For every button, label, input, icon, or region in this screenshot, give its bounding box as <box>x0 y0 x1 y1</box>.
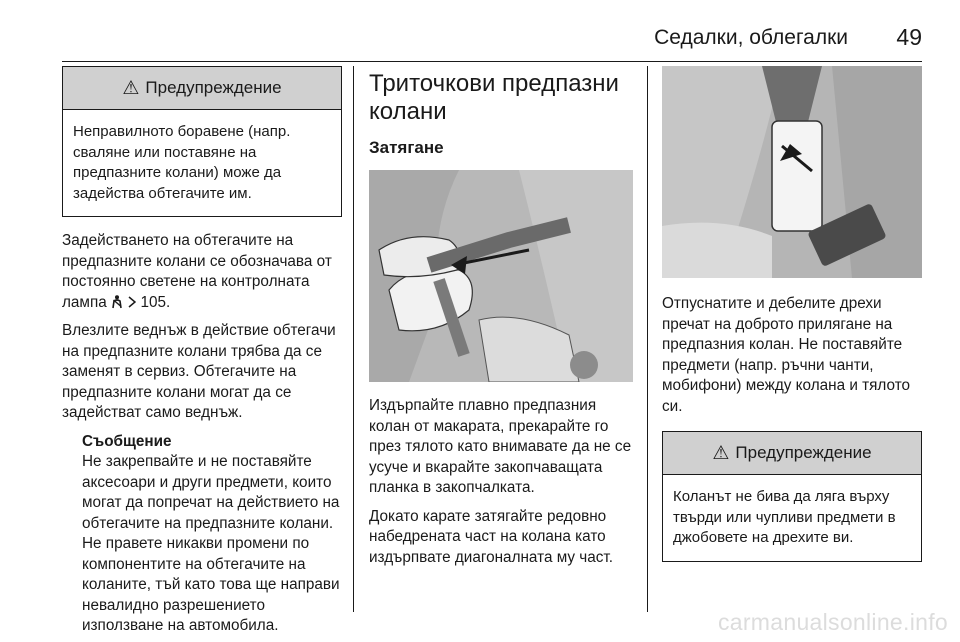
note-title: Съобщение <box>82 432 172 450</box>
page-reference: 105. <box>140 293 171 311</box>
chapter-title: Седалки, облегалки <box>654 26 848 49</box>
warning-header <box>663 432 921 475</box>
paragraph-text: Задействането на обтегачите на предпазните колани се обозначава от постоянно светене на контролната лампа <box>62 232 332 311</box>
subsection-title: Затягане <box>369 138 444 157</box>
paragraph: Отпуснатите и дебелите дрехи пречат на доброто прилягане на предпазния колан. Не поставяйте предмети (напр. ръчни чанти, мобифони) между колана и тялото си. <box>662 295 911 415</box>
column-middle <box>369 66 633 568</box>
warning-box <box>662 431 922 562</box>
paragraph: Докато карате затягайте редовно набедрената част на колана като издърпвате диагоналната му част. <box>369 507 613 566</box>
column-right <box>662 66 922 562</box>
seatbelt-fastening-illustration <box>369 170 633 382</box>
paragraph <box>62 231 342 313</box>
warning-title: Предупреждение <box>145 78 282 97</box>
warning-title: Предупреждение <box>735 443 872 462</box>
watermark: carmanualsonline.info <box>717 609 948 635</box>
warning-triangle-icon: ⚠ <box>712 442 730 464</box>
warning-box <box>62 66 342 217</box>
column-divider <box>353 66 354 612</box>
column-left <box>62 66 342 637</box>
note-text: Не закрепвайте и не поставяйте аксесоари и други предмети, които могат да попречат на действието на обтегачите на предпазните колани. Не правете никакви промени по компонентите на обтегачите на коланите, тъй като това ще направи невалидно разрешението използване на автомобила. <box>82 453 340 634</box>
note-block <box>82 432 342 637</box>
page-number: 49 <box>896 24 922 50</box>
page-header <box>62 22 922 62</box>
paragraph: Влезлите веднъж в действие обтегачи на предпазните колани трябва да се заменят в сервиз. Обтегачите на предпазните колани могат да се задействат само веднъж. <box>62 322 336 421</box>
section-title: Триточкови предпазни колани <box>369 70 619 125</box>
warning-header <box>63 67 341 110</box>
seatbelt-warning-lamp-icon <box>111 294 127 311</box>
column-divider <box>647 66 648 612</box>
page-reference-icon <box>127 294 140 311</box>
warning-text: Неправилното боравене (напр. сваляне или поставяне на предпазните колани) може да задейства обтегачите им. <box>73 123 291 202</box>
warning-triangle-icon: ⚠ <box>122 77 140 99</box>
warning-text: Коланът не бива да ляга върху твърди или чупливи предмети в джобовете на дрехите ви. <box>673 488 896 546</box>
seatbelt-buckle-illustration <box>662 66 922 278</box>
paragraph: Издърпайте плавно предпазния колан от макарата, прекарайте го през тялото като внимавате да не се усуче и вкарайте закопчаващата планка в закопчалката. <box>369 397 632 496</box>
